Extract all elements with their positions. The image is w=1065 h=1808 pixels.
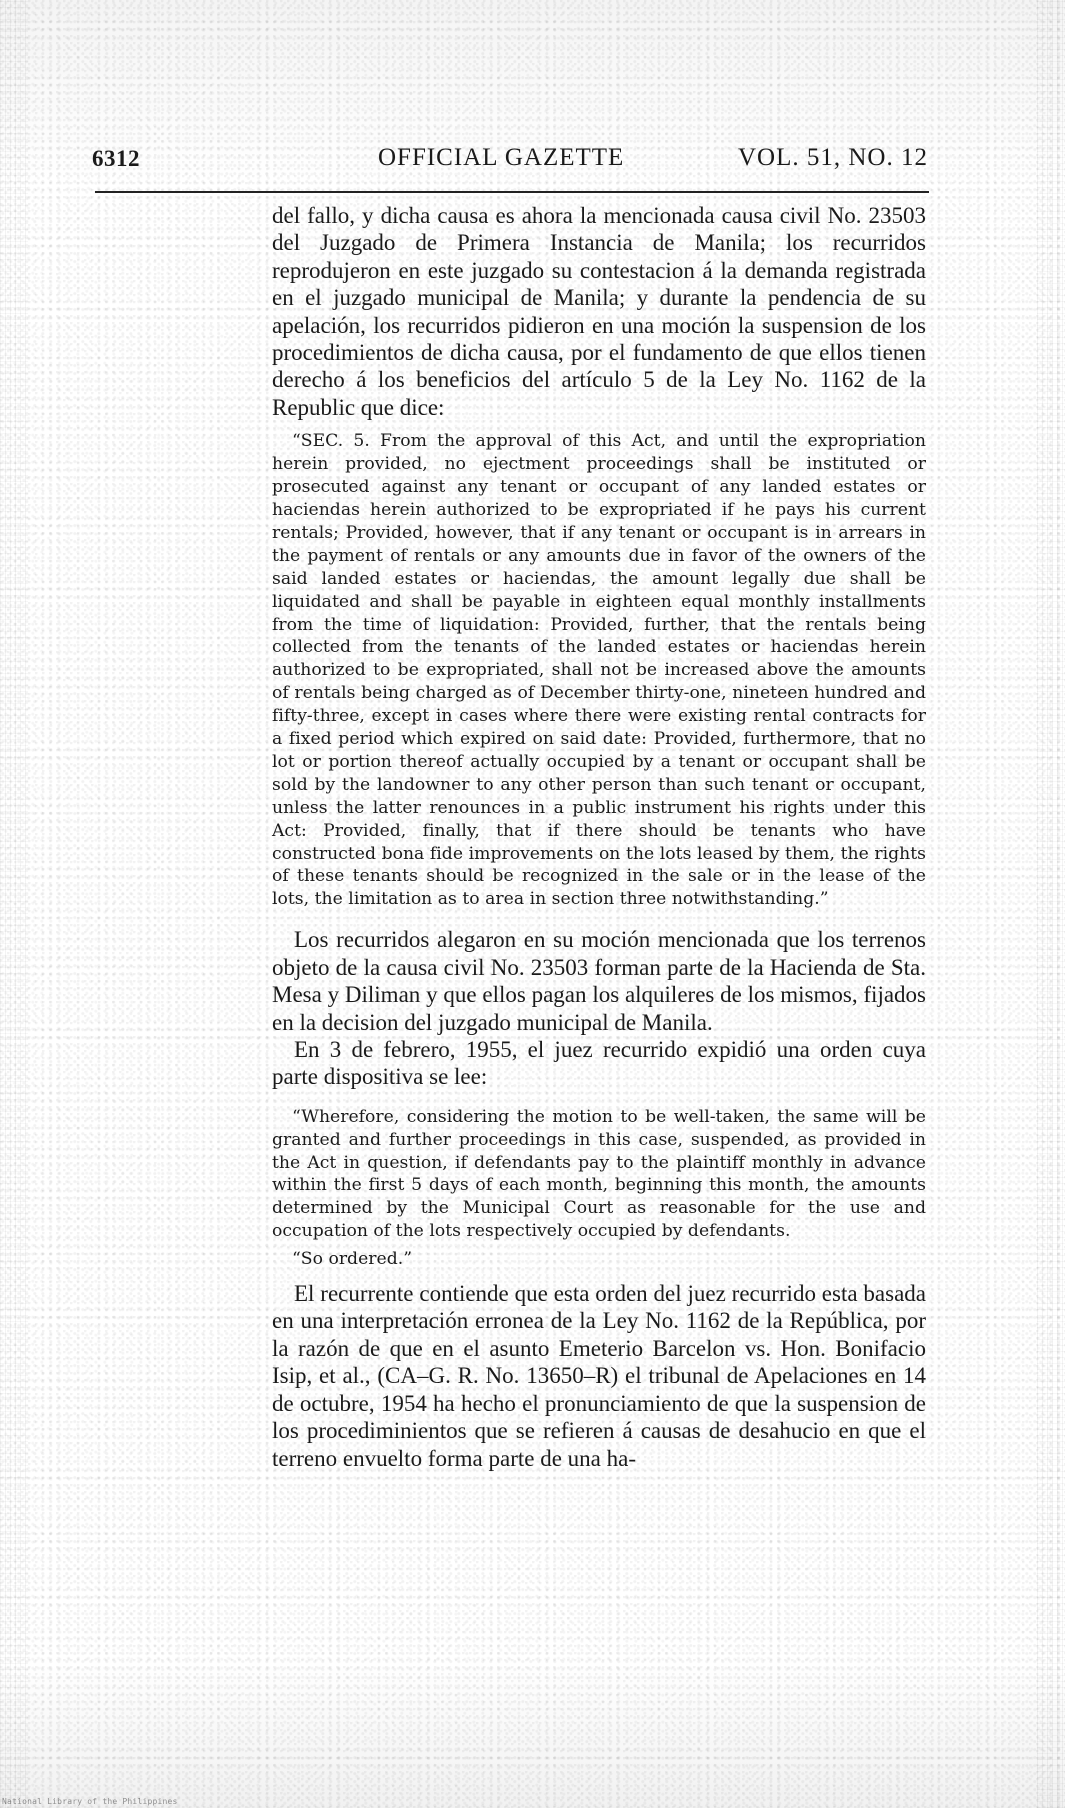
body-paragraph-3: En 3 de febrero, 1955, el juez recurrido expidió una orden cuya parte dispositiva se lee: [272,1036,926,1090]
paragraph-spacer [272,1091,926,1106]
page-number: 6312 [92,146,140,171]
header-rule [95,191,929,193]
paragraph-spacer [272,1271,926,1280]
journal-title: OFFICIAL GAZETTE [378,144,625,171]
scan-edge-left [0,0,28,1808]
paragraph-spacer [272,911,926,926]
quoted-statute: “SEC. 5. From the approval of this Act, and until the expropriation herein provided, no ejectment proceedings shall be instituted or prosecuted against any tenant or occupant of any landed estates or haciendas herein authorized to be expropriated if he pays his current rentals; Provided, however, that if any tenant or occupant is in arrears in the payment of rentals or any amounts due in favor of the owners of the said landed estates or haciendas, the amount legally due shall be liquidated and shall be payable in eighteen equal monthly installments from the time of liquidation: Provided, further, that the rentals being collected from the tenants of the landed estates or haciendas herein authorized to be expropriated, shall not be increased above the amounts of rentals being charged as of December thirty-one, nineteen hundred and fifty-three, except in cases where there were existing rental contracts for a fixed period which expired on said date: Provided, furthermore, that no lot or portion thereof actually occupied by a tenant or occupant shall be sold by the landowner to any other person than such tenant or occupant, unless the latter renounces in a public instrument his rights under this Act: Provided, finally, that if there should be tenants who have constructed bona fide improvements on the lots leased by them, the rights of these tenants should be recognized in the sale or in the lease of the lots, the limitation as to area in section three notwithstanding.” [272,431,926,910]
body-paragraph-1: del fallo, y dicha causa es ahora la mencionada causa civil No. 23503 del Juzgado de Primera Instancia de Manila; los recurridos reprodujeron en este juzgado su contestacion á la demanda registrada en el juzgado municipal de Manila; y durante la pendencia de su apelación, los recurridos pidieron en una moción la suspension de los procedimientos de dicha causa, por el fundamento de que ellos tienen derecho á los beneficios del artículo 5 de la Ley No. 1162 de la Republic que dice: [272,203,926,420]
body-paragraph-2: Los recurridos alegaron en su moción mencionada que los terrenos objeto de la causa civil No. 23503 forman parte de la Hacienda de Sta. Mesa y Diliman y que ellos pagan los alquileres de los mismos, fijados en la decision del juzgado municipal de Manila. [272,927,926,1035]
paragraph-spacer [272,421,926,430]
quoted-order: “Wherefore, considering the motion to be well-taken, the same will be granted and further proceedings in this case, suspended, as provided in the Act in question, if defendants pay to the plaintiff monthly in advance within the first 5 days of each month, beginning this month, the amounts determined by the Municipal Court as reasonable for the use and occupation of the lots respectively occupied by defendants. [272,1106,926,1242]
quoted-order-closing: “So ordered.” [292,1249,413,1270]
scan-edge-right [1037,0,1065,1808]
page-header [92,142,928,186]
volume-number: VOL. 51, NO. 12 [738,144,928,171]
page-content [272,202,926,1472]
body-paragraph-4: El recurrente contiende que esta orden del juez recurrido esta basada en una interpretación erronea de la Ley No. 1162 de la República, por la razón de que en el asunto Emeterio Barcelon vs. Hon. Bonifacio Isip, et al., (CA–G. R. No. 13650–R) el tribunal de Apelaciones en 14 de octubre, 1954 ha hecho el pronunciamiento de que la suspension de los procediminientos que se refieren á causas de desahucio en que el terreno envuelto forma parte de una ha- [272,1281,926,1471]
scan-footer-text: National Library of the Philippines [2,1797,178,1806]
